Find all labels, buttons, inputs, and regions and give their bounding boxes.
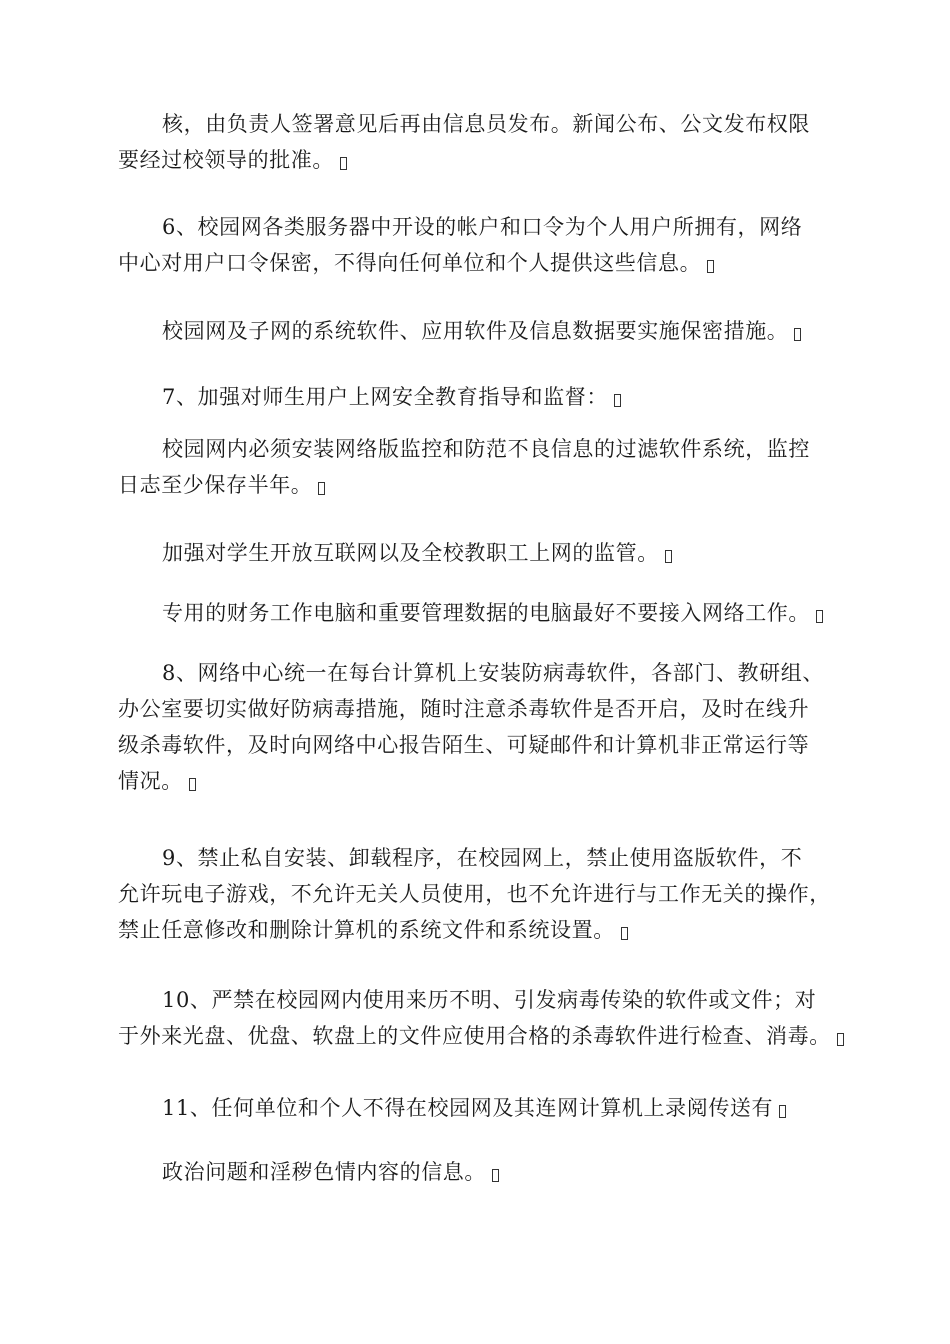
paragraph-line (118, 912, 878, 948)
paragraph-8 (118, 655, 878, 799)
paragraph-mark-icon (837, 1033, 844, 1046)
paragraph-6 (118, 535, 878, 571)
paragraph-mark-icon (707, 260, 714, 273)
paragraph-2 (118, 209, 878, 281)
paragraph-line-text: 中心对用户口令保密，不得向任何单位和个人提供这些信息。 (118, 251, 702, 275)
paragraph-line-text: 专用的财务工作电脑和重要管理数据的电脑最好不要接入网络工作。 (162, 601, 810, 625)
paragraph-line-text: 7、加强对师生用户上网安全教育指导和监督： (162, 385, 608, 409)
paragraph-line: 6、校园网各类服务器中开设的帐户和口令为个人用户所拥有，网络 (162, 215, 803, 239)
paragraph-line-text: 于外来光盘、优盘、软盘上的文件应使用合格的杀毒软件进行检查、消毒。 (118, 1024, 831, 1048)
paragraph-mark-icon (665, 550, 672, 563)
paragraph-line: 9、禁止私自安装、卸载程序，在校园网上，禁止使用盗版软件，不 (162, 846, 803, 870)
paragraph-line (118, 1090, 878, 1126)
paragraph-line-text: 日志至少保存半年。 (118, 473, 313, 497)
paragraph-line (118, 763, 878, 799)
paragraph-mark-icon (614, 394, 621, 407)
paragraph-line: 级杀毒软件，及时向网络中心报告陌生、可疑邮件和计算机非正常运行等 (118, 733, 810, 757)
paragraph-mark-icon (816, 610, 823, 623)
paragraph-line-text: 加强对学生开放互联网以及全校教职工上网的监管。 (162, 541, 659, 565)
paragraph-line (118, 245, 878, 281)
paragraph-line: 办公室要切实做好防病毒措施，随时注意杀毒软件是否开启，及时在线升 (118, 697, 810, 721)
paragraph-line-text: 校园网及子网的系统软件、应用软件及信息数据要实施保密措施。 (162, 319, 789, 343)
paragraph-line: 10、严禁在校园网内使用来历不明、引发病毒传染的软件或文件；对 (162, 988, 817, 1012)
paragraph-line-text: 要经过校领导的批准。 (118, 148, 334, 172)
paragraph-9 (118, 840, 878, 948)
paragraph-3 (118, 313, 878, 349)
paragraph-4 (118, 379, 878, 415)
paragraph-7 (118, 595, 878, 631)
paragraph-line-text: 政治问题和淫秽色情内容的信息。 (162, 1160, 486, 1184)
paragraph-mark-icon (794, 328, 801, 341)
paragraph-line (118, 467, 878, 503)
paragraph-line (118, 379, 878, 415)
paragraph-mark-icon (189, 778, 196, 791)
paragraph-mark-icon (340, 157, 347, 170)
paragraph-line: 校园网内必须安装网络版监控和防范不良信息的过滤软件系统，监控 (162, 437, 810, 461)
paragraph-10 (118, 982, 878, 1054)
paragraph-mark-icon (779, 1105, 786, 1118)
paragraph-line: 核，由负责人签署意见后再由信息员发布。新闻公布、公文发布权限 (162, 112, 810, 136)
paragraph-line (118, 142, 878, 178)
paragraph-mark-icon (318, 482, 325, 495)
paragraph-line (118, 535, 878, 571)
paragraph-line: 8、网络中心统一在每台计算机上安装防病毒软件，各部门、教研组、 (162, 661, 824, 685)
paragraph-line (118, 1018, 878, 1054)
paragraph-mark-icon (621, 927, 628, 940)
paragraph-line-text: 11、任何单位和个人不得在校园网及其连网计算机上录阅传送有 (162, 1096, 774, 1120)
paragraph-line-text: 禁止任意修改和删除计算机的系统文件和系统设置。 (118, 918, 615, 942)
paragraph-line (118, 595, 878, 631)
paragraph-line (118, 313, 878, 349)
paragraph-1 (118, 106, 878, 178)
paragraph-5 (118, 431, 878, 503)
paragraph-line (118, 1154, 878, 1190)
paragraph-12 (118, 1154, 878, 1190)
paragraph-mark-icon (492, 1169, 499, 1182)
paragraph-line-text: 情况。 (118, 769, 183, 793)
paragraph-11 (118, 1090, 878, 1126)
paragraph-line: 允许玩电子游戏，不允许无关人员使用，也不允许进行与工作无关的操作， (118, 882, 831, 906)
